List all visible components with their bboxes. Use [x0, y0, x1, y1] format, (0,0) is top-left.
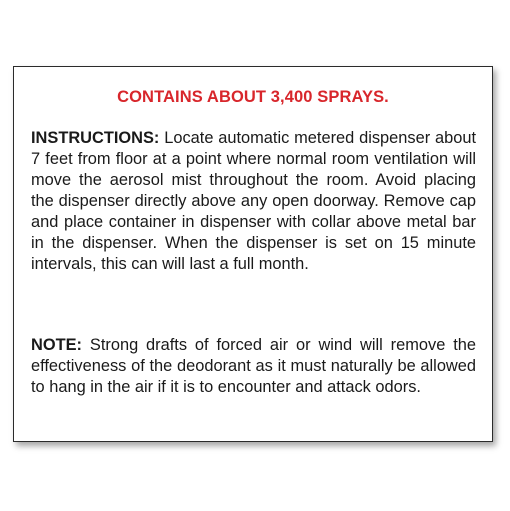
- note-paragraph: [31, 335, 476, 398]
- spray-count-headline: CONTAINS ABOUT 3,400 SPRAYS.: [117, 88, 389, 106]
- instructions-body: Locate automatic metered dispenser about 7 feet from floor at a point where normal room ventilation will move the aerosol mist throughout the room. Avoid placing the dispenser directly above any open doorway. Remove cap and place container in dispenser with collar above metal bar in the dispenser. When the dispenser is set on 15 minute intervals, this can will last a full month.: [31, 129, 476, 273]
- note-heading: NOTE:: [31, 336, 82, 354]
- instructions-paragraph: [31, 128, 476, 275]
- product-label: [13, 66, 493, 442]
- note-body: Strong drafts of forced air or wind will remove the effectiveness of the deodorant as it must naturally be allowed to hang in the air if it is to encounter and attack odors.: [31, 336, 476, 396]
- instructions-heading: INSTRUCTIONS:: [31, 129, 160, 147]
